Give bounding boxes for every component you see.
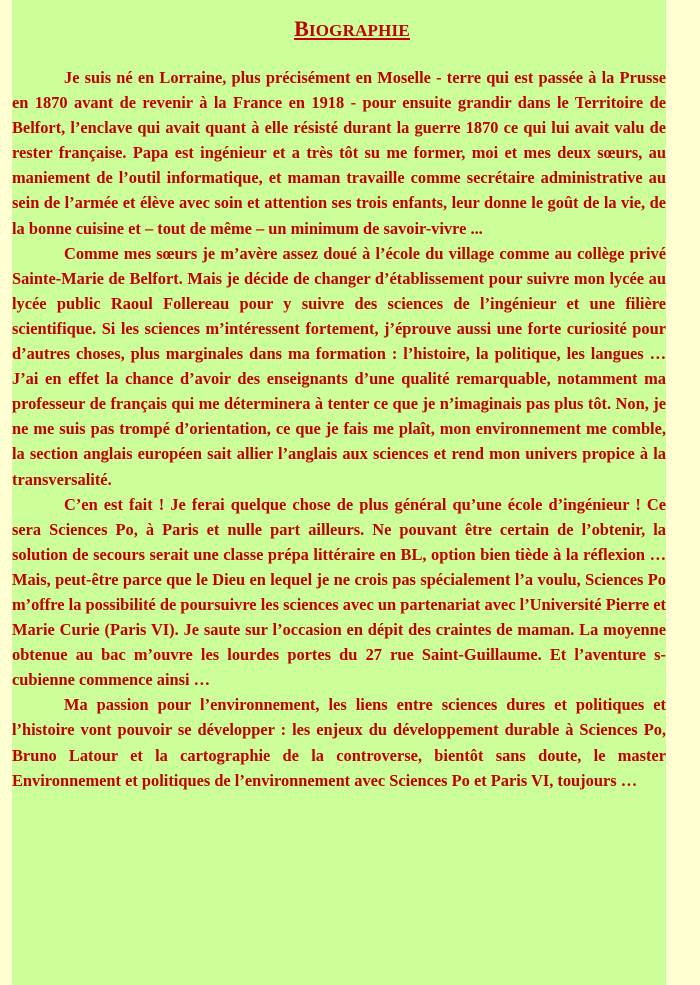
paragraph-3: C’en est fait ! Je ferai quelque chose de plus général qu’une école d’ingénieur ! Ce sera Sciences Po, à Paris et nulle part ailleurs. Ne pouvant être certain de l’obtenir, la solution de secours serait une classe prépa littéraire en BL, option bien tiède à la réflexion … Mais, peut-être parce que le Dieu en lequel je ne crois pas spécialement l’a voulu, Sciences Po m’offre la possibilité de poursuivre les sciences avec un partenariat avec l’Université Pierre et Marie Curie (Paris VI). Je saute sur l’occasion en dépit des craintes de maman. La moyenne obtenue au bac m’ouvre les lourdes portes du 27 rue Saint-Guillaume. Et l’aventure s-cubienne commence ainsi … <box>12 494 666 690</box>
paragraph-1: Je suis né en Lorraine, plus précisément en Moselle - terre qui est passée à la Prusse en 1870 avant de revenir à la France en 1918 - pour ensuite grandir dans le Territoire de Belfort, l’enclave qui avait quant à elle résisté durant la guerre 1870 ce qui lui avait valu de rester française. Papa est ingénieur et a très tôt su me former, moi et mes deux sœurs, au maniement de l’outil informatique, et maman travaille comme secrétaire administrative au sein de l’armée et élève avec soin et attention ses trois enfants, leur donne le goût de la vie, de la bonne cuisine et – tout de même – un minimum de savoir-vivre ... <box>12 68 666 238</box>
title-rest: IOGRAPHIE <box>308 21 410 40</box>
paragraph-2: Comme mes sœurs je m’avère assez doué à l’école du village comme au collège privé Sainte-Marie de Belfort. Mais je décide de changer d’établissement pour suivre mon lycée au lycée public Raoul Follereau pour y suivre des sciences de l’ingénieur et une filière scientifique. Si les sciences m’intéressent fortement, j’éprouve aussi une forte curiosité pour d’autres choses, plus marginales dans ma formation : l’histoire, la politique, les langues … J’ai en effet la chance d’avoir des enseignants d’une qualité remarquable, notamment ma professeur de français qui me déterminera à tenter ce que je n’imaginais pas plus tôt. Non, je ne me suis pas trompé d’orientation, ce que je fais me plaît, mon environnement me comble, la section anglais européen sait allier l’anglais aux sciences et rend mon univers propice à la transversalité. <box>12 243 666 489</box>
biography-body <box>12 65 666 793</box>
page-title <box>12 14 666 46</box>
title-initial: B <box>294 16 309 41</box>
title-text <box>294 16 410 41</box>
paragraph-4: Ma passion pour l’environnement, les liens entre sciences dures et politiques et l’histoire vont pouvoir se développer : les enjeux du développement durable à Sciences Po, Bruno Latour et la cartographie de la controverse, bientôt sans doute, le master Environnement et politiques de l’environnement avec Sciences Po et Paris VI, toujours … <box>12 695 666 790</box>
text-block <box>12 0 666 985</box>
